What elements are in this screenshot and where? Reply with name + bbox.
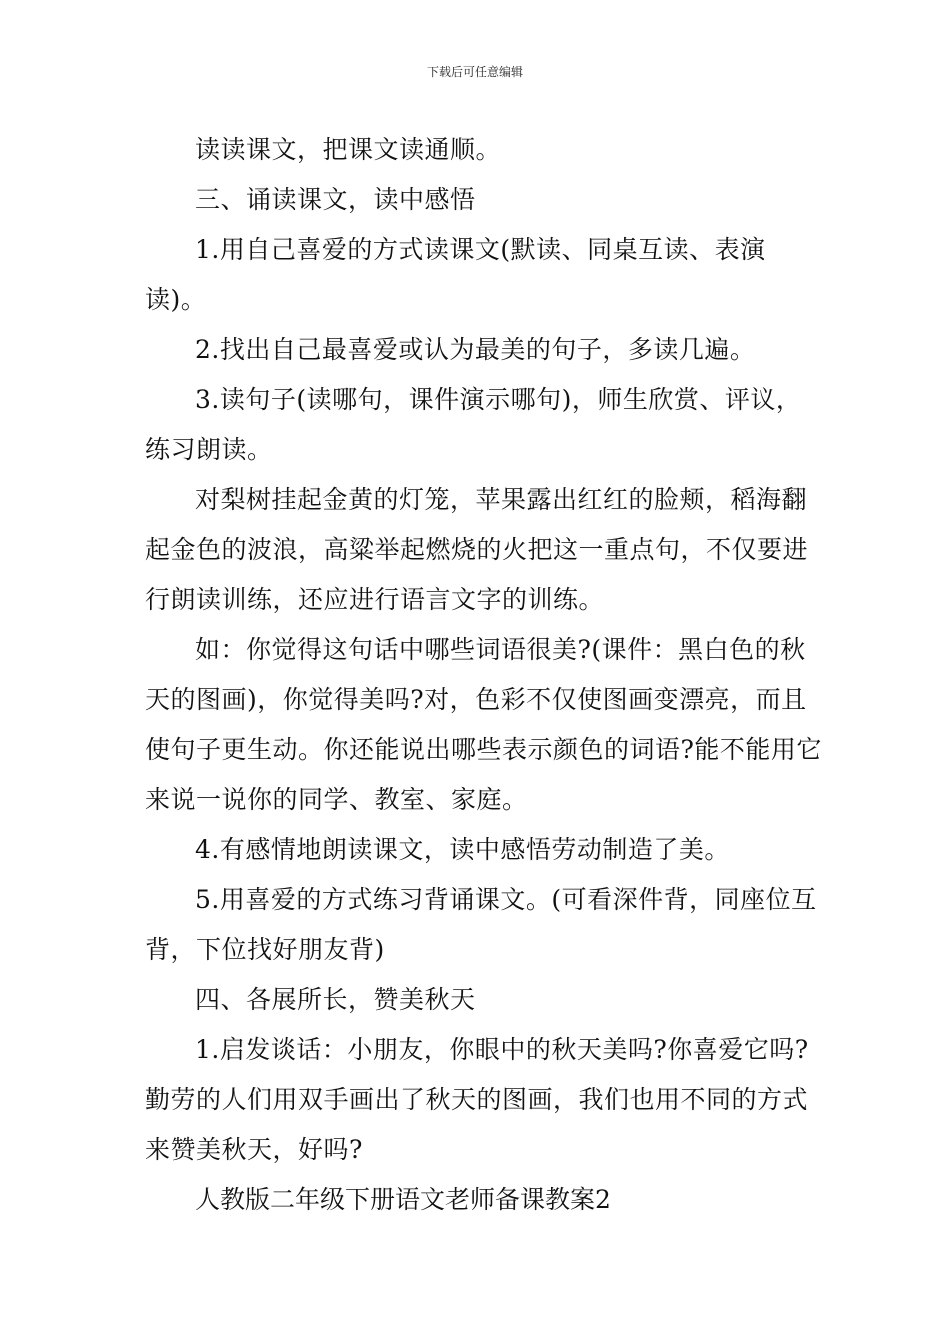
document-body xyxy=(145,125,825,1225)
paragraph-key-sentence: 对梨树挂起金黄的灯笼，苹果露出红红的脸颊，稻海翻起金色的波浪，高粱举起燃烧的火把这一重点句，不仅要进行朗读训练，还应进行语言文字的训练。 xyxy=(145,485,809,614)
section-heading-four: 四、各展所长，赞美秋天 xyxy=(195,985,476,1014)
list-item-4: 4.有感情地朗读课文，读中感悟劳动制造了美。 xyxy=(195,835,730,864)
list-item-2: 2.找出自己最喜爱或认为最美的句子，多读几遍。 xyxy=(195,335,756,364)
list-item-3: 3.读句子(读哪句，课件演示哪句)，师生欣赏、评议，练习朗读。 xyxy=(145,385,802,464)
page-header-note: 下载后可任意编辑 xyxy=(426,65,523,79)
paragraph-example: 如：你觉得这句话中哪些词语很美?(课件：黑白色的秋天的图画)，你觉得美吗?对，色彩不仅使图画变漂亮，而且使句子更生动。你还能说出哪些表示颜色的词语?能不能用它来说一说你的同学、教室、家庭。 xyxy=(145,635,822,814)
section-heading-three: 三、诵读课文，读中感悟 xyxy=(195,185,476,214)
list-item-5: 5.用喜爱的方式练习背诵课文。(可看深件背，同座位互背，下位找好朋友背) xyxy=(145,885,817,964)
list-item-1: 1.用自己喜爱的方式读课文(默读、同桌互读、表演读)。 xyxy=(145,235,766,314)
next-lesson-title: 人教版二年级下册语文老师备课教案2 xyxy=(195,1185,611,1214)
paragraph-read-text: 读读课文，把课文读通顺。 xyxy=(195,135,502,164)
list-item-4-1: 1.启发谈话：小朋友，你眼中的秋天美吗?你喜爱它吗?勤劳的人们用双手画出了秋天的图画，我们也用不同的方式来赞美秋天，好吗? xyxy=(145,1035,809,1164)
